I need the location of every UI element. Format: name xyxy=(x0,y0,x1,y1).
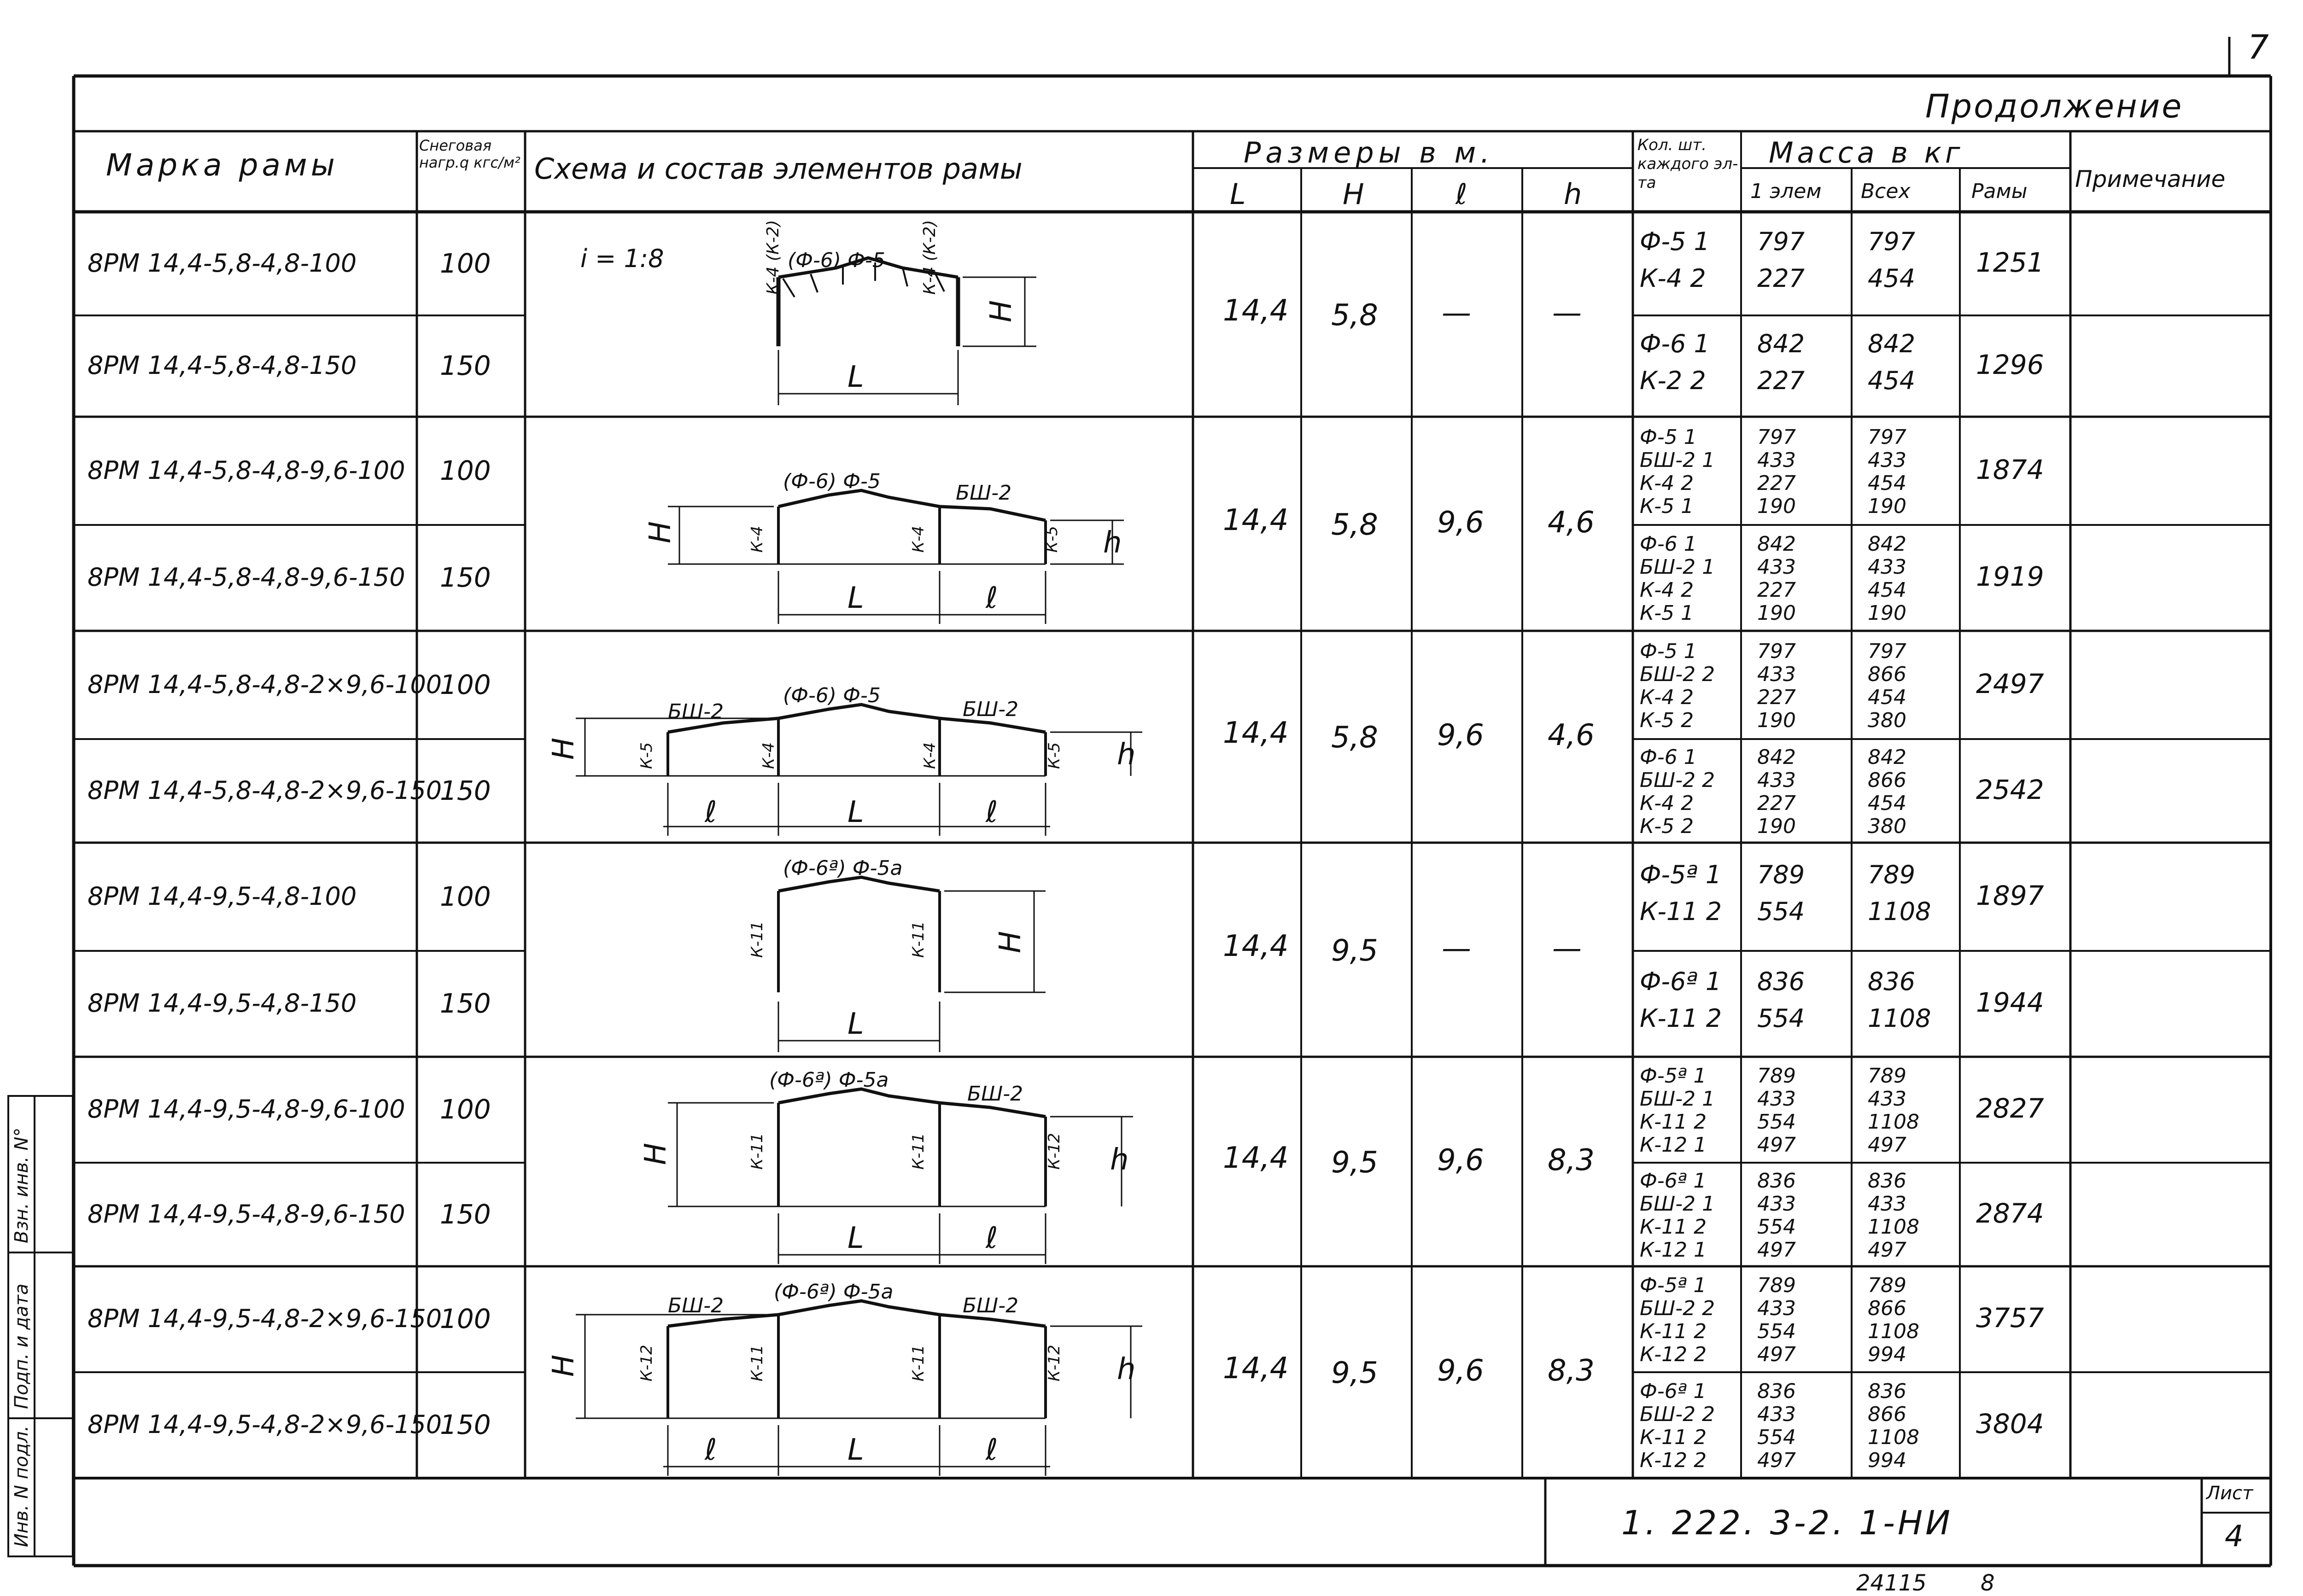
element-qty: Ф-6ª 1 xyxy=(1640,1169,1707,1193)
mass-all-elements: 797 xyxy=(1868,425,1906,449)
mass-all-elements: 190 xyxy=(1868,601,1906,625)
mass-one-element: 190 xyxy=(1757,814,1796,838)
scheme-6-dim-H: H xyxy=(547,1354,581,1377)
snow-load: 100 xyxy=(440,247,491,279)
mass-all-elements: 454 xyxy=(1868,471,1906,495)
mass-all-elements: 842 xyxy=(1868,532,1906,556)
mass-one-element: 190 xyxy=(1757,494,1796,518)
mass-all-elements: 1108 xyxy=(1868,897,1931,926)
size-H: 5,8 xyxy=(1331,507,1378,542)
mass-one-element: 433 xyxy=(1757,1403,1796,1426)
mass-one-element: 797 xyxy=(1757,639,1796,663)
scheme-6-side-beam-left: БШ-2 xyxy=(668,1294,724,1317)
scheme-3-dim-l-right: ℓ xyxy=(986,795,998,829)
element-qty: Ф-5 1 xyxy=(1640,425,1697,449)
frame-mark: 8РМ 14,4-9,5-4,8-2×9,6-150 xyxy=(88,1410,442,1439)
snow-load: 100 xyxy=(440,454,491,486)
scheme-2-col-1: К-4 xyxy=(748,525,766,553)
mass-one-element: 554 xyxy=(1757,897,1805,926)
mass-all-elements: 497 xyxy=(1868,1238,1906,1262)
scheme-2-beam: (Ф-6) Ф-5 xyxy=(783,470,881,493)
scheme-6-dim-l-left: ℓ xyxy=(705,1433,717,1467)
mass-frame: 1251 xyxy=(1976,246,2044,278)
scheme-4-dim-L: L xyxy=(848,1007,864,1041)
element-qty: Ф-6 1 xyxy=(1640,329,1710,358)
element-qty: К-5 2 xyxy=(1640,708,1694,732)
element-qty: К-12 2 xyxy=(1640,1449,1707,1472)
size-H: 5,8 xyxy=(1331,721,1378,755)
mass-frame: 2827 xyxy=(1976,1093,2044,1124)
mass-one-element: 789 xyxy=(1757,1274,1796,1297)
scheme-3-col-4: К-5 xyxy=(1045,742,1064,769)
element-qty: БШ-2 1 xyxy=(1640,555,1715,579)
mass-all-elements: 1108 xyxy=(1868,1320,1919,1343)
mass-one-element: 554 xyxy=(1757,1426,1796,1449)
mass-all-elements: 454 xyxy=(1868,366,1916,395)
scheme-1-slope: i = 1:8 xyxy=(580,244,664,273)
mass-frame: 2874 xyxy=(1976,1197,2044,1229)
snow-load: 150 xyxy=(440,1198,491,1230)
mass-all-elements: 842 xyxy=(1868,329,1916,358)
snow-load: 100 xyxy=(440,1303,491,1334)
header-scheme: Схема и состав элементов рамы xyxy=(534,152,1023,186)
scheme-5-dim-h: h xyxy=(1110,1143,1129,1177)
scheme-3-col-3: К-4 xyxy=(921,742,939,769)
element-qty: Ф-6ª 1 xyxy=(1640,967,1722,996)
snow-load: 150 xyxy=(440,775,491,806)
scheme-1-dim-H: H xyxy=(984,300,1018,322)
header-l: ℓ xyxy=(1455,177,1467,211)
doc-code: 1. 222. 3-2. 1-НИ xyxy=(1621,1503,1953,1542)
element-qty: К-11 2 xyxy=(1640,1426,1707,1449)
mass-one-element: 497 xyxy=(1757,1238,1796,1262)
snow-load: 150 xyxy=(440,988,491,1019)
mass-all-elements: 866 xyxy=(1868,1297,1906,1320)
scheme-4-col-2: К-11 xyxy=(909,921,928,958)
element-qty: К-11 2 xyxy=(1640,1110,1707,1134)
mass-one-element: 789 xyxy=(1757,1064,1796,1088)
element-qty: Ф-5ª 1 xyxy=(1640,860,1722,889)
mass-all-elements: 789 xyxy=(1868,860,1916,889)
mass-all-elements: 1108 xyxy=(1868,1110,1919,1134)
element-qty: К-11 2 xyxy=(1640,1004,1722,1033)
element-qty: К-11 2 xyxy=(1640,897,1722,926)
mass-one-element: 842 xyxy=(1757,745,1796,769)
size-L: 14,4 xyxy=(1223,503,1289,537)
element-qty: БШ-2 2 xyxy=(1640,662,1715,686)
mass-one-element: 227 xyxy=(1757,791,1796,815)
scheme-6-col-4: К-12 xyxy=(1045,1345,1064,1381)
scheme-5-col-1: К-11 xyxy=(748,1133,766,1170)
element-qty: К-12 1 xyxy=(1640,1133,1707,1157)
footer-archive-number: 24115 xyxy=(1856,1570,1927,1596)
snow-load: 150 xyxy=(440,350,491,381)
mass-all-elements: 380 xyxy=(1868,708,1906,732)
size-h: 4,6 xyxy=(1548,505,1595,540)
scheme-6-col-3: К-11 xyxy=(909,1345,928,1381)
element-qty: К-5 1 xyxy=(1640,601,1694,625)
scheme-2-dim-L: L xyxy=(848,581,864,615)
size-l: 9,6 xyxy=(1437,1354,1484,1388)
mass-one-element: 190 xyxy=(1757,601,1796,625)
element-qty: К-12 2 xyxy=(1640,1343,1707,1366)
element-qty: Ф-6 1 xyxy=(1640,745,1697,769)
mass-frame: 3757 xyxy=(1976,1302,2044,1334)
footer-copy-number: 8 xyxy=(1981,1570,1995,1596)
element-qty: К-4 2 xyxy=(1640,263,1706,293)
element-qty: БШ-2 2 xyxy=(1640,1403,1715,1426)
frame-mark: 8РМ 14,4-5,8-4,8-9,6-100 xyxy=(88,455,405,485)
mass-all-elements: 433 xyxy=(1868,1087,1906,1111)
element-qty: Ф-6ª 1 xyxy=(1640,1380,1707,1403)
mass-all-elements: 842 xyxy=(1868,745,1906,769)
size-l: — xyxy=(1442,931,1471,966)
mass-one-element: 227 xyxy=(1757,471,1796,495)
size-H: 9,5 xyxy=(1331,933,1378,968)
sheet-number: 4 xyxy=(2225,1520,2244,1554)
scheme-5-dim-l: ℓ xyxy=(986,1221,998,1255)
scheme-3-dim-H: H xyxy=(547,737,581,760)
element-qty: К-2 2 xyxy=(1640,366,1706,395)
size-H: 5,8 xyxy=(1331,298,1378,332)
mass-all-elements: 836 xyxy=(1868,1169,1906,1193)
scheme-5-col-3: К-12 xyxy=(1045,1133,1064,1170)
scheme-1-right-col: К-4 (К-2) xyxy=(920,220,939,295)
scheme-4-dim-H: H xyxy=(994,931,1028,953)
header-mass-all: Всех xyxy=(1861,180,1911,203)
mass-frame: 1296 xyxy=(1976,349,2044,380)
size-l: — xyxy=(1442,296,1471,330)
frame-mark: 8РМ 14,4-9,5-4,8-2×9,6-150 xyxy=(88,1304,442,1333)
size-L: 14,4 xyxy=(1223,929,1289,963)
header-qty: Кол. шт. каждого эл-та xyxy=(1637,136,1738,192)
mass-one-element: 554 xyxy=(1757,1110,1796,1134)
size-h: 8,3 xyxy=(1548,1143,1595,1177)
mass-all-elements: 789 xyxy=(1868,1064,1906,1088)
header-note: Примечание xyxy=(2075,166,2226,192)
mass-all-elements: 454 xyxy=(1868,791,1906,815)
mass-all-elements: 866 xyxy=(1868,1403,1906,1426)
scheme-1-left-col: К-4 (К-2) xyxy=(764,220,783,295)
header-mass-one: 1 элем xyxy=(1750,180,1822,203)
mass-one-element: 227 xyxy=(1757,366,1805,395)
mass-all-elements: 433 xyxy=(1868,1192,1906,1216)
scheme-3-dim-l-left: ℓ xyxy=(705,795,717,829)
scheme-1 xyxy=(778,258,1036,405)
element-qty: Ф-6 1 xyxy=(1640,532,1697,556)
frame-mark: 8РМ 14,4-5,8-4,8-2×9,6-150 xyxy=(88,775,442,805)
size-L: 14,4 xyxy=(1223,1351,1289,1386)
size-L: 14,4 xyxy=(1223,1141,1289,1175)
mass-one-element: 433 xyxy=(1757,1297,1796,1320)
page-number: 7 xyxy=(2248,28,2269,66)
mass-all-elements: 836 xyxy=(1868,967,1916,996)
element-qty: К-4 2 xyxy=(1640,791,1694,815)
mass-frame: 1874 xyxy=(1976,454,2044,485)
snow-load: 100 xyxy=(440,669,491,700)
mass-one-element: 842 xyxy=(1757,329,1805,358)
frame-mark: 8РМ 14,4-5,8-4,8-2×9,6-100 xyxy=(88,670,442,699)
mass-all-elements: 797 xyxy=(1868,227,1916,256)
element-qty: БШ-2 1 xyxy=(1640,448,1715,472)
mass-one-element: 842 xyxy=(1757,532,1796,556)
mass-one-element: 190 xyxy=(1757,708,1796,732)
scheme-4-beam: (Ф-6ª) Ф-5а xyxy=(783,856,903,880)
mass-all-elements: 433 xyxy=(1868,448,1906,472)
size-h: 4,6 xyxy=(1548,718,1595,752)
element-qty: К-4 2 xyxy=(1640,578,1694,602)
scheme-2 xyxy=(668,490,1124,624)
mass-one-element: 836 xyxy=(1757,1169,1796,1193)
element-qty: К-11 2 xyxy=(1640,1320,1707,1343)
scheme-5-side-beam: БШ-2 xyxy=(967,1082,1023,1106)
size-l: 9,6 xyxy=(1437,718,1484,752)
scheme-2-dim-l: ℓ xyxy=(986,581,998,615)
mass-one-element: 433 xyxy=(1757,768,1796,792)
header-mass: Масса в кг xyxy=(1769,136,1964,169)
scheme-5-beam: (Ф-6ª) Ф-5а xyxy=(769,1068,889,1092)
mass-frame: 3804 xyxy=(1976,1408,2044,1439)
header-L: L xyxy=(1230,177,1246,211)
frame-mark: 8РМ 14,4-9,5-4,8-9,6-100 xyxy=(88,1095,405,1124)
scheme-1-beam: (Ф-6) Ф-5 xyxy=(788,249,885,272)
scheme-2-col-2: К-4 xyxy=(909,525,928,553)
snow-load: 100 xyxy=(440,1094,491,1125)
mass-one-element: 836 xyxy=(1757,1380,1796,1403)
mass-all-elements: 866 xyxy=(1868,662,1906,686)
element-qty: Ф-5ª 1 xyxy=(1640,1274,1707,1297)
size-H: 9,5 xyxy=(1331,1356,1378,1390)
scheme-4-col-1: К-11 xyxy=(748,921,766,958)
header-snow: Снеговая нагр.q кгс/м² xyxy=(419,137,520,171)
mass-all-elements: 866 xyxy=(1868,768,1906,792)
continuation-label: Продолжение xyxy=(1925,87,2184,125)
scheme-6-dim-l-right: ℓ xyxy=(986,1433,998,1467)
scheme-2-dim-h: h xyxy=(1103,526,1122,560)
mass-one-element: 554 xyxy=(1757,1320,1796,1343)
size-H: 9,5 xyxy=(1331,1145,1378,1180)
mass-frame: 2542 xyxy=(1976,774,2044,805)
mass-all-elements: 454 xyxy=(1868,263,1916,293)
scheme-5-dim-H: H xyxy=(639,1142,673,1165)
mass-one-element: 554 xyxy=(1757,1004,1805,1033)
size-l: 9,6 xyxy=(1437,1143,1484,1177)
mass-one-element: 797 xyxy=(1757,227,1805,256)
frame-mark: 8РМ 14,4-9,5-4,8-100 xyxy=(88,881,357,911)
snow-load: 100 xyxy=(440,880,491,912)
element-qty: БШ-2 2 xyxy=(1640,1297,1715,1320)
frame-mark: 8РМ 14,4-9,5-4,8-9,6-150 xyxy=(88,1199,405,1229)
mass-frame: 1919 xyxy=(1976,561,2044,592)
scheme-3-side-beam-right: БШ-2 xyxy=(963,698,1019,721)
frame-mark: 8РМ 14,4-9,5-4,8-150 xyxy=(88,989,357,1018)
scheme-6-beam: (Ф-6ª) Ф-5а xyxy=(774,1280,894,1304)
size-l: 9,6 xyxy=(1437,505,1484,540)
element-qty: Ф-5 1 xyxy=(1640,639,1697,663)
mass-all-elements: 789 xyxy=(1868,1274,1906,1297)
sheet-label: Лист xyxy=(2206,1483,2253,1504)
mass-one-element: 227 xyxy=(1757,263,1805,293)
scheme-1-dim-L: L xyxy=(848,360,864,394)
mass-frame: 1944 xyxy=(1976,987,2044,1018)
size-h: 8,3 xyxy=(1548,1354,1595,1388)
mass-all-elements: 433 xyxy=(1868,555,1906,579)
mass-one-element: 789 xyxy=(1757,860,1805,889)
element-qty: К-12 1 xyxy=(1640,1238,1707,1262)
stamp-sign-date: Подп. и дата xyxy=(11,1283,32,1409)
mass-all-elements: 836 xyxy=(1868,1380,1906,1403)
element-qty: К-5 2 xyxy=(1640,814,1694,838)
mass-one-element: 433 xyxy=(1757,662,1796,686)
snow-load: 150 xyxy=(440,562,491,593)
header-mass-frame: Рамы xyxy=(1971,180,2028,203)
scheme-6-col-1: К-12 xyxy=(637,1345,656,1381)
scheme-3-dim-L: L xyxy=(848,795,864,829)
mass-one-element: 227 xyxy=(1757,685,1796,709)
snow-load: 150 xyxy=(440,1409,491,1440)
mass-one-element: 836 xyxy=(1757,967,1805,996)
scheme-3-col-2: К-4 xyxy=(760,742,778,769)
header-h: h xyxy=(1564,177,1582,211)
mass-all-elements: 994 xyxy=(1868,1449,1906,1472)
size-h: — xyxy=(1552,931,1582,966)
frame-mark: 8РМ 14,4-5,8-4,8-100 xyxy=(88,248,357,278)
size-L: 14,4 xyxy=(1223,716,1289,750)
mass-all-elements: 190 xyxy=(1868,494,1906,518)
scheme-5-dim-L: L xyxy=(848,1221,864,1255)
header-H: H xyxy=(1343,177,1364,211)
element-qty: К-5 1 xyxy=(1640,494,1694,518)
mass-one-element: 433 xyxy=(1757,448,1796,472)
mass-one-element: 433 xyxy=(1757,1087,1796,1111)
scheme-5-col-2: К-11 xyxy=(909,1133,928,1170)
mass-one-element: 433 xyxy=(1757,555,1796,579)
scheme-3-col-1: К-5 xyxy=(637,742,656,769)
element-qty: К-11 2 xyxy=(1640,1215,1707,1239)
mass-one-element: 433 xyxy=(1757,1192,1796,1216)
scheme-3-dim-h: h xyxy=(1117,738,1136,772)
scheme-2-col-3: К-5 xyxy=(1043,525,1061,553)
mass-one-element: 497 xyxy=(1757,1133,1796,1157)
mass-all-elements: 1108 xyxy=(1868,1426,1919,1449)
stamp-inv-original: Инв. N подл. xyxy=(11,1425,32,1547)
scheme-4 xyxy=(778,877,1046,1052)
element-qty: К-4 2 xyxy=(1640,471,1694,495)
mass-one-element: 554 xyxy=(1757,1215,1796,1239)
element-qty: К-4 2 xyxy=(1640,685,1694,709)
mass-all-elements: 497 xyxy=(1868,1133,1906,1157)
element-qty: БШ-2 2 xyxy=(1640,768,1715,792)
mass-all-elements: 994 xyxy=(1868,1343,1906,1366)
mass-all-elements: 454 xyxy=(1868,578,1906,602)
element-qty: БШ-2 1 xyxy=(1640,1192,1715,1216)
frame-mark: 8РМ 14,4-5,8-4,8-150 xyxy=(88,351,357,380)
scheme-6-dim-h: h xyxy=(1117,1352,1136,1386)
scheme-3-side-beam-left: БШ-2 xyxy=(668,700,724,723)
mass-all-elements: 1108 xyxy=(1868,1215,1919,1239)
mass-frame: 1897 xyxy=(1976,880,2044,911)
mass-all-elements: 380 xyxy=(1868,814,1906,838)
size-h: — xyxy=(1552,296,1582,330)
scheme-6-dim-L: L xyxy=(848,1433,864,1467)
mass-all-elements: 797 xyxy=(1868,639,1906,663)
mass-one-element: 497 xyxy=(1757,1343,1796,1366)
scheme-2-side-beam: БШ-2 xyxy=(956,481,1012,505)
frame-mark: 8РМ 14,4-5,8-4,8-9,6-150 xyxy=(88,563,405,592)
mass-all-elements: 454 xyxy=(1868,685,1906,709)
mass-one-element: 797 xyxy=(1757,425,1796,449)
element-qty: БШ-2 1 xyxy=(1640,1087,1715,1111)
scheme-6-col-2: К-11 xyxy=(748,1345,766,1381)
scheme-2-dim-H: H xyxy=(643,521,678,543)
scheme-6-side-beam-right: БШ-2 xyxy=(963,1294,1019,1317)
header-mark: Марка рамы xyxy=(106,147,339,183)
stamp-inv-duplicate: Взн. инв. N° xyxy=(11,1127,32,1243)
mass-one-element: 497 xyxy=(1757,1449,1796,1472)
element-qty: Ф-5ª 1 xyxy=(1640,1064,1707,1088)
scheme-5 xyxy=(668,1089,1133,1264)
element-qty: Ф-5 1 xyxy=(1640,227,1710,256)
size-L: 14,4 xyxy=(1223,293,1289,328)
mass-frame: 2497 xyxy=(1976,668,2044,699)
mass-all-elements: 1108 xyxy=(1868,1004,1931,1033)
mass-one-element: 227 xyxy=(1757,578,1796,602)
scheme-3-beam: (Ф-6) Ф-5 xyxy=(783,684,881,707)
header-sizes: Размеры в м. xyxy=(1244,136,1495,169)
